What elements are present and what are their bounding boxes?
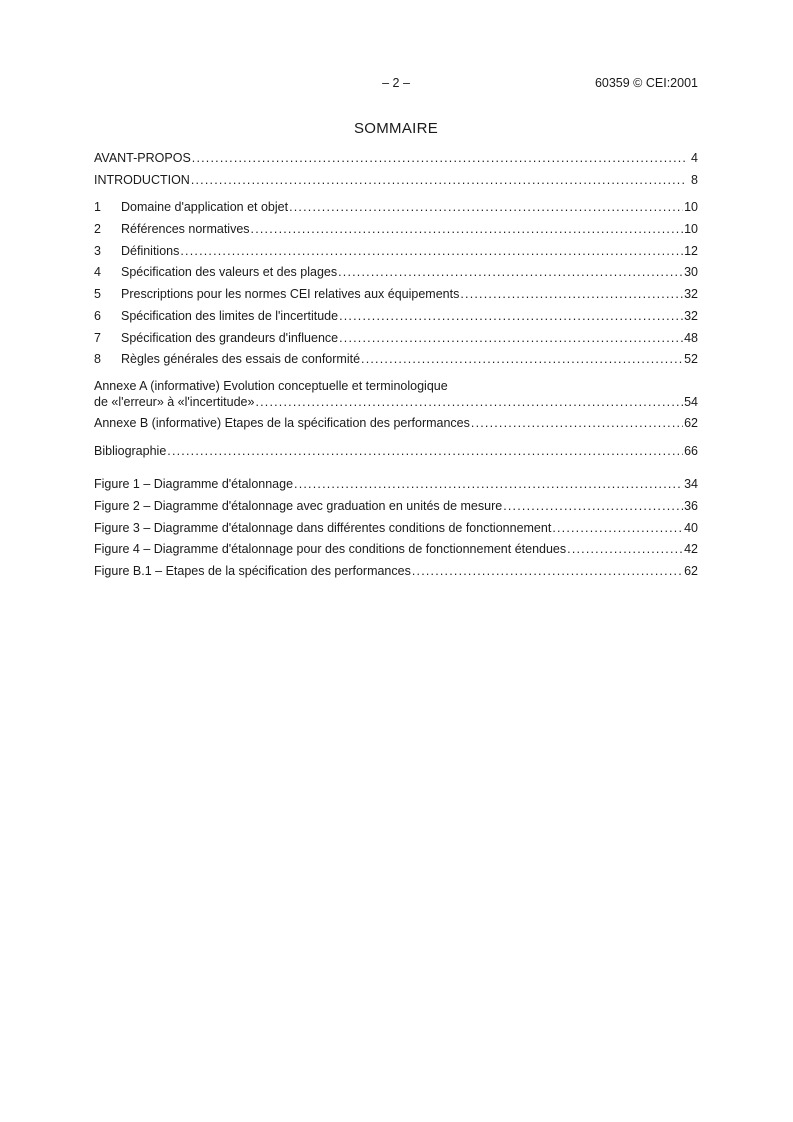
- toc-entry-page: 52: [684, 352, 698, 367]
- toc-entry-figure-2[interactable]: [94, 498, 698, 520]
- table-of-contents: [94, 150, 698, 585]
- toc-entry-label: Figure 2 – Diagramme d'étalonnage avec graduation en unités de mesure: [94, 498, 503, 513]
- toc-entry-bibliography[interactable]: [94, 443, 698, 465]
- dot-leader: [338, 264, 683, 280]
- toc-entry-page: 34: [684, 477, 698, 492]
- clause-number: 3: [94, 243, 101, 258]
- dot-leader: [503, 498, 683, 514]
- toc-entry-label: Annexe B (informative) Etapes de la spécification des performances: [94, 415, 470, 430]
- toc-entry-clause-7[interactable]: [94, 330, 698, 352]
- toc-entry-page: 40: [684, 520, 698, 535]
- toc-entry-figure-4[interactable]: [94, 541, 698, 563]
- clause-number: 5: [94, 287, 101, 302]
- dot-leader: [192, 150, 687, 166]
- toc-entry-page: 32: [684, 308, 698, 323]
- toc-entry-label: Bibliographie: [94, 443, 167, 458]
- toc-entry-label: Figure 3 – Diagramme d'étalonnage dans différentes conditions de fonctionnement: [94, 520, 552, 535]
- clause-number: 6: [94, 308, 101, 323]
- toc-entry-annex-a[interactable]: [94, 379, 698, 415]
- clause-number: 8: [94, 352, 101, 367]
- toc-entry-clause-1[interactable]: [94, 199, 698, 221]
- toc-entry-page: 42: [684, 542, 698, 557]
- dot-leader: [294, 476, 683, 492]
- clause-number: 1: [94, 200, 101, 215]
- toc-entry-page: 36: [684, 498, 698, 513]
- toc-entry-label: Règles générales des essais de conformité: [121, 352, 361, 367]
- toc-entry-annex-b[interactable]: [94, 415, 698, 437]
- toc-entry-page: 10: [684, 222, 698, 237]
- toc-title: SOMMAIRE: [353, 120, 439, 137]
- dot-leader: [255, 394, 683, 410]
- toc-entry-page: 62: [684, 415, 698, 430]
- toc-entry-clause-2[interactable]: [94, 221, 698, 243]
- toc-entry-page: 30: [684, 265, 698, 280]
- toc-entry-label: INTRODUCTION: [94, 172, 190, 187]
- toc-entry-label: Spécification des grandeurs d'influence: [121, 330, 339, 345]
- dot-leader: [180, 243, 683, 259]
- toc-entry-clause-6[interactable]: [94, 308, 698, 330]
- toc-entry-page: 66: [684, 443, 698, 458]
- dot-leader: [460, 286, 683, 302]
- toc-entry-page: 8: [691, 172, 698, 187]
- toc-entry-label: Spécification des valeurs et des plages: [121, 265, 338, 280]
- clause-number: 2: [94, 222, 101, 237]
- toc-entry-page: 32: [684, 287, 698, 302]
- toc-entry-label: Figure 4 – Diagramme d'étalonnage pour des conditions de fonctionnement étendues: [94, 542, 567, 557]
- toc-entry-page: 4: [691, 151, 698, 165]
- dot-leader: [412, 563, 683, 579]
- dot-leader: [251, 221, 684, 237]
- toc-entry-page: 54: [684, 394, 698, 409]
- toc-entry-label: Domaine d'application et objet: [121, 200, 289, 215]
- dot-leader: [552, 520, 683, 536]
- toc-entry-page: 62: [684, 564, 698, 578]
- dot-leader: [361, 351, 683, 367]
- toc-entry-figure-1[interactable]: [94, 476, 698, 498]
- dot-leader: [339, 308, 683, 324]
- toc-entry-label: Prescriptions pour les normes CEI relatives aux équipements: [121, 287, 460, 302]
- toc-entry-avant-propos[interactable]: [94, 150, 698, 172]
- toc-entry-label: AVANT-PROPOS: [94, 151, 191, 165]
- toc-entry-figure-b1[interactable]: [94, 563, 698, 585]
- toc-entry-clause-5[interactable]: [94, 286, 698, 308]
- clause-number: 7: [94, 330, 101, 345]
- document-reference: 60359 © CEI:2001: [594, 76, 698, 90]
- toc-entry-label-line1: Annexe A (informative) Evolution conceptuelle et terminologique: [94, 378, 448, 393]
- toc-entry-introduction[interactable]: [94, 172, 698, 194]
- dot-leader: [567, 541, 683, 557]
- page-header: [94, 76, 698, 92]
- toc-entry-page: 12: [684, 243, 698, 258]
- dot-leader: [191, 172, 687, 188]
- toc-entry-label: de «l'erreur» à «l'incertitude»: [94, 394, 255, 409]
- toc-entry-label: Références normatives: [121, 222, 250, 237]
- toc-entry-clause-4[interactable]: [94, 264, 698, 286]
- toc-entry-label: Figure B.1 – Etapes de la spécification des performances: [94, 564, 411, 578]
- toc-entry-clause-3[interactable]: [94, 243, 698, 265]
- dot-leader: [289, 199, 683, 215]
- toc-entry-figure-3[interactable]: [94, 520, 698, 542]
- dot-leader: [471, 415, 683, 431]
- dot-leader: [339, 330, 683, 346]
- toc-entry-label: Spécification des limites de l'incertitude: [121, 308, 339, 323]
- toc-entry-clause-8[interactable]: [94, 351, 698, 373]
- toc-entry-label: Figure 1 – Diagramme d'étalonnage: [94, 477, 294, 492]
- clause-number: 4: [94, 265, 101, 280]
- page-number: – 2 –: [382, 76, 410, 90]
- toc-entry-page: 48: [684, 330, 698, 345]
- dot-leader: [167, 443, 683, 459]
- toc-entry-page: 10: [684, 200, 698, 215]
- toc-entry-label: Définitions: [121, 243, 180, 258]
